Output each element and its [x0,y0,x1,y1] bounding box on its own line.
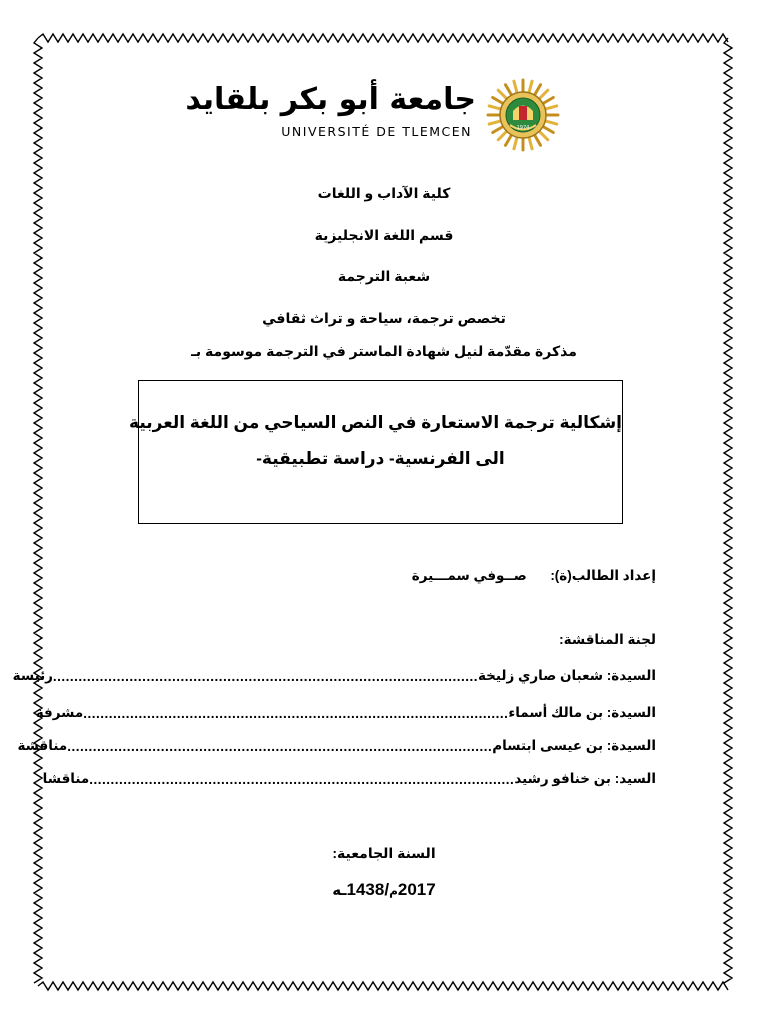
leader-dots: .................................................................................................... [52,668,478,684]
university-header [185,78,560,158]
gregorian-year: 2017 [397,880,436,899]
student-name: صــوفي سمـــيرة [411,568,527,583]
thesis-title-line-2: الى الفرنسية- دراسة تطبيقية- [256,449,505,468]
gregorian-suffix: م [389,884,398,898]
committee-member-row [12,667,656,685]
department-name: قسم اللغة الانجليزية [314,227,454,243]
committee-member-role: مناقشا [42,771,90,786]
committee-member-role: رئيسة [12,668,53,683]
leader-dots: .................................................................................................... [67,738,493,754]
committee-member-name: السيد: بن خنافو رشيد [514,771,656,786]
committee-member-row [35,704,656,722]
branch-name: شعبة الترجمة [337,268,431,284]
student-line [412,568,656,584]
committee-member-row [17,737,656,755]
committee-member-name: السيدة: بن عيسى ابتسام [492,738,656,753]
thesis-intro-line: مذكرة مقدّمة لنيل شهادة الماستر في الترجمة موسومة بـ [191,343,577,359]
committee-heading: لجنة المناقشة: [559,632,656,647]
specialty-name: تخصص ترجمة، سياحة و تراث ثقافي [262,310,506,326]
leader-dots: .................................................................................................... [89,771,515,787]
hijri-suffix: هـ [332,882,347,899]
committee-member-row [42,770,656,788]
thesis-title-line-1: إشكالية ترجمة الاستعارة في النص السياحي من اللغة العربية [129,413,622,432]
university-name-arabic: جامعة أبو بكر بلقايد [185,82,476,117]
svg-text:1974: 1974 [516,125,530,131]
committee-member-name: السيدة: بن مالك أسماء [508,705,656,720]
academic-year-label: السنة الجامعية: [332,845,436,861]
committee-member-role: مناقشة [17,738,68,753]
committee-member-name: السيدة: شعبان صاري زليخة [478,668,656,683]
university-name-french: UNIVERSITÉ DE TLEMCEN [281,124,472,139]
year-separator: / [384,880,390,899]
university-seal-icon [486,78,560,152]
faculty-name: كلية الآداب و اللغات [317,185,451,201]
thesis-title-box [129,380,623,524]
hijri-year: 1438 [346,880,385,899]
leader-dots: .................................................................................................... [83,705,509,721]
academic-year-value [0,880,768,900]
student-label: إعداد الطالب(ة): [550,568,656,583]
committee-member-role: مشرفة [35,705,84,720]
